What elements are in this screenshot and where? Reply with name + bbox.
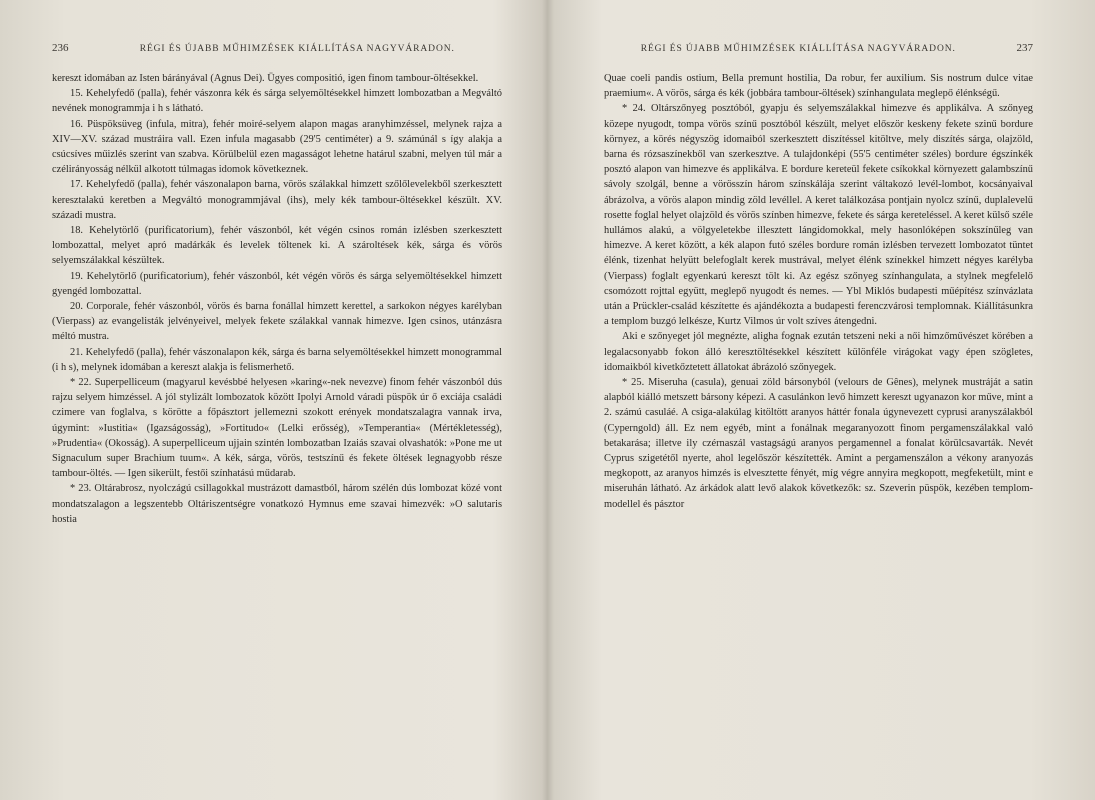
right-page-number: 237 bbox=[1016, 42, 1033, 54]
paragraph: 20. Corporale, fehér vászonból, vörös és barna fonállal himzett kerettel, a sarkokon négyes karélyban (Vierpass) az evangelisták jelvényeivel, melyek fekete szálakkal vannak himezve. Igen csinos, utánzásra méltó mustra. bbox=[52, 301, 502, 343]
paragraph: Quae coeli pandis ostium, Bella premunt hostilia, Da robur, fer auxilium. Sis nostrum dulce vitae praemium«. A vörös, sárga és kék (jobbára tambour-öltések) színhangulata meglepő élénkségű. bbox=[604, 73, 1033, 100]
paragraph: 16. Püspöksüveg (infula, mitra), fehér moiré-selyem alapon magas aranyhimzéssel, melynek rajza a XIV—XV. század mustráira vall. Ezen infula magasabb (29'5 centiméter) a 9. számúnál s így alakja a csúcsíves műizlés szerint van szabva. Körülbelül ezen magasságot lehetne határul szabni, melyen túl már a czélirányosság nélkül alkotott túlmagas idomok következnek. bbox=[52, 118, 502, 176]
paragraph: 17. Kehelyfedő (palla), fehér vászonalapon barna, vörös szálakkal himzett szőlőlevelekből szerkesztett keresztalakú keretben a Megváltó monogrammjával (ihs), mely kék tambour-öltésekkel készült. XV. századi mustra. bbox=[52, 179, 502, 221]
paragraph: 21. Kehelyfedő (palla), fehér vászonalapon kék, sárga és barna selyemöltésekkel himzett monogrammal (i h s), melynek idomában a kereszt alakja is felismerhető. bbox=[52, 346, 503, 373]
left-page-number: 236 bbox=[52, 42, 69, 54]
paragraph: * 25. Miseruha (casula), genuai zöld bársonyból (velours de Gênes), melynek mustráját a satin alapból kiálló metszett bársony képezi. A casulánkon levő himzett kereszt ugyanazon kor műve, mint a 2. számú casuláé. A csiga-alakúlag kitöltött aranyos háttér fonala úgynevezett cyprusi aranyszálakból (Cyperngold) áll. Ez nem egyéb, mint a fonálnak megaranyozott finom pergamenszálakkal való betakarása; illetve ily czérnaszál vastagságú aranyos pergamennel a fonalat körülcsavarták. Nevét Cyprus szigetétől nyerte, ahol legelőször készítették. Amint a pergamenszálon a vékony aranyozás megkopott, az aranyos himzés is elvesztette fényét, míg végre annyira megkopott, megfeketült, mint e miseruhán látható. Az árkádok alatt levő alakok következők: sz. Szeverin püspök, kezében templom-modellel és pásztor bbox=[604, 377, 1033, 510]
right-running-head bbox=[604, 42, 1033, 54]
left-running-title: RÉGI ÉS ÚJABB MŰHIMZÉSEK KIÁLLÍTÁSA NAGYVÁRADON. bbox=[139, 44, 455, 54]
paragraph: 19. Kehelytörlő (purificatorium), fehér vászonból, két végén vörös és sárga selyemöltésekkel himzett gyengéd lombozattal. bbox=[52, 270, 502, 297]
right-running-title: RÉGI ÉS ÚJABB MŰHIMZÉSEK KIÁLLÍTÁSA NAGYVÁRADON. bbox=[640, 44, 956, 54]
left-page-body bbox=[52, 71, 502, 527]
paragraph: * 24. Oltárszőnyeg posztóból, gyapju és selyemszálakkal himezve és applikálva. A szőnyeg közepe nyugodt, tompa vörös színű posztóból készült, melyet először keskeny fekete szinű bordure környez, a körés négyszög idomaiból szerkesztett diszítéssel kitöltve, mely diszítés sárga, olajzöld, barna és rózsaszínekből van szerkesztve. A tulajdonképi (55'5 centiméter széles) bordure égszínkék posztó alapon van himezve és applikálva. E bordure kereteül fekete csíkokkal környezett galambszínű sávoly szolgál, benne a vörösszín három színskálája szerint váltakozó levél-lombot, kocsányaival ábrázolva, a vörös alapon mindig zöld levéllel. A keret találkozása pontjain nyolcz színű, duplalevelű rosette foglal helyet olajzöld és vörös színben himezve, fekete és sárga kereteléssel. A keret külső széle hullámos alakú, a völgyeletekbe illesztett lángidomokkal, mely hasonlóképen sokszínűleg van himezve. A keret között, a kék alapon futó széles bordure román izlésben tervezett lombozatot tüntet élénk, tizenhat helyütt belefoglalt kerek mustrával, melyet élénk színekkel himzett négyes karélyba (Vierpass) foglalt egyenkarú kereszt tölt ki. Az egész szőnyeg színhangulata, a stylnek megfelelő csomózott rojttal együtt, meglepő nyugodt és nemes. — Ybl Miklós budapesti műépítész színvázlata után a Prückler-család készítette és ajándékozta a budapesti ferenczvárosi templomnak. Kiállításunkra a templom buzgó lelkésze, Kurtz Vilmos úr volt szíves átengedni. bbox=[604, 103, 1033, 328]
paragraph: kereszt idomában az Isten bárányával (Agnus Dei). Ügyes compositió, igen finom tambour-öltésekkel. bbox=[52, 73, 479, 84]
left-running-head bbox=[52, 42, 502, 54]
paragraph: 18. Kehelytörlő (purificatorium), fehér vászonból, két végén csinos román izlésben szerkesztett lombozattal, melyet apró madárkák és levelek töltenek ki. A szároltések kék, sárga és vörös selyemszálakkal készültek. bbox=[52, 225, 502, 267]
paragraph: * 23. Oltárabrosz, nyolczágú csillagokkal mustrázott damastból, három szélén dús lombozat közé vont mondatszalagon a legszentebb Oltáriszentségre vonatkozó Hymnus eme szavai himezvék: »O salutaris hostia bbox=[52, 483, 502, 525]
paragraph: Aki e szőnyeget jól megnézte, aligha fognak ezután tetszeni neki a női himzőművészet körében a legalacsonyabb fokon álló keresztöltésekkel készített különféle virágokat vagy épen szögletes, idomaikból kivetkőztetett állatokat ábrázoló szőnyegek. bbox=[604, 331, 1033, 373]
right-page bbox=[548, 0, 1095, 800]
paragraph: * 22. Superpelliceum (magyarul kevésbbé helyesen »karing«-nek nevezve) finom fehér vászonból dús rajzu selyem himzéssel. A jól stylizált lombozatok között Ipolyi Arnold váradi püspök úr ő exciája családi czimere van foglalva, s körötte a főpásztort jellemezni szokott erények mondatszalagra vannak irva, úgymint: »Iustitia« (Igazságosság), »Fortitudo« (Lelki erősség), »Temperantia« (Mértékletesség), »Prudentia« (Okosság). A superpelliceum ujjain szintén lombozatban Izaiás szavai olvashatók: »Pone me ut Signaculum super Brachium tuum«. A kék, sárga, vörös, testszínű és fekete öltések legnagyobb része tambour-öltés. — Igen sikerült, festői színhatású műdarab. bbox=[52, 377, 502, 480]
right-page-body bbox=[604, 71, 1033, 512]
paragraph: 15. Kehelyfedő (palla), fehér vászonra kék és sárga selyemöltésekkel himzett lombozatban a Megváltó nevének monogrammja i h s látható. bbox=[52, 88, 502, 115]
